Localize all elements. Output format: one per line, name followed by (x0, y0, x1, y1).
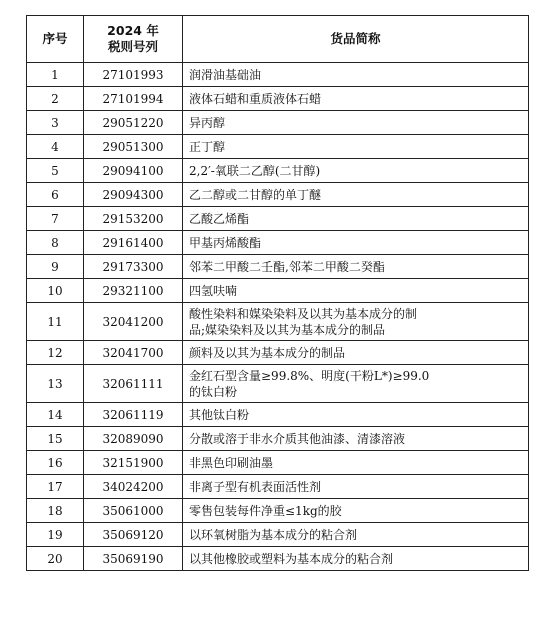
table-row (27, 207, 529, 231)
table-row (27, 255, 529, 279)
row-number: 13 (27, 365, 84, 403)
row-name: 颜料及以其为基本成分的制品 (183, 341, 529, 365)
row-name: 甲基丙烯酸酯 (183, 231, 529, 255)
row-code: 32089090 (84, 427, 183, 451)
row-code: 29094300 (84, 183, 183, 207)
row-name: 润滑油基础油 (183, 63, 529, 87)
row-code: 29321100 (84, 279, 183, 303)
row-name: 2,2′-氧联二乙醇(二甘醇) (183, 159, 529, 183)
table-row (27, 427, 529, 451)
row-name: 四氢呋喃 (183, 279, 529, 303)
table-row (27, 475, 529, 499)
row-code: 29161400 (84, 231, 183, 255)
header-row (27, 16, 529, 63)
row-code: 29094100 (84, 159, 183, 183)
row-name: 其他钛白粉 (183, 403, 529, 427)
row-name: 正丁醇 (183, 135, 529, 159)
row-name: 以其他橡胶或塑料为基本成分的粘合剂 (183, 547, 529, 571)
row-number: 10 (27, 279, 84, 303)
row-name-line: 酸性染料和媒染染料及以其为基本成分的制 (189, 306, 418, 321)
table-row (27, 547, 529, 571)
table-row (27, 231, 529, 255)
row-code: 29051300 (84, 135, 183, 159)
row-code: 32061119 (84, 403, 183, 427)
table-row (27, 499, 529, 523)
row-name: 分散或溶于非水介质其他油漆、清漆溶液 (183, 427, 529, 451)
row-name: 邻苯二甲酸二壬酯,邻苯二甲酸二癸酯 (183, 255, 529, 279)
row-number: 9 (27, 255, 84, 279)
row-number: 15 (27, 427, 84, 451)
table-row (27, 523, 529, 547)
row-name (183, 365, 529, 403)
row-number: 2 (27, 87, 84, 111)
row-name (183, 303, 529, 341)
table-row (27, 451, 529, 475)
row-number: 17 (27, 475, 84, 499)
row-number: 14 (27, 403, 84, 427)
header-name: 货品简称 (183, 16, 529, 63)
row-number: 8 (27, 231, 84, 255)
row-name: 乙酸乙烯酯 (183, 207, 529, 231)
row-number: 19 (27, 523, 84, 547)
row-name: 零售包装每件净重≤1kg的胶 (183, 499, 529, 523)
row-number: 12 (27, 341, 84, 365)
row-name-line: 的钛白粉 (189, 384, 238, 399)
row-name: 非离子型有机表面活性剂 (183, 475, 529, 499)
row-name: 异丙醇 (183, 111, 529, 135)
tariff-table (26, 15, 529, 571)
row-code: 35069190 (84, 547, 183, 571)
table-row (27, 87, 529, 111)
row-number: 18 (27, 499, 84, 523)
row-number: 6 (27, 183, 84, 207)
row-code: 32041700 (84, 341, 183, 365)
row-code: 32041200 (84, 303, 183, 341)
header-seq: 序号 (27, 16, 84, 63)
table-row (27, 111, 529, 135)
row-number: 3 (27, 111, 84, 135)
tariff-table-container (26, 15, 528, 571)
table-row (27, 63, 529, 87)
row-name: 非黑色印刷油墨 (183, 451, 529, 475)
row-name-line: 金红石型含量≥99.8%、明度(干粉L*)≥99.0 (189, 368, 430, 383)
row-name-line: 品;媒染染料及以其为基本成分的制品 (189, 322, 386, 337)
row-number: 4 (27, 135, 84, 159)
row-number: 20 (27, 547, 84, 571)
row-name: 乙二醇或二甘醇的单丁醚 (183, 183, 529, 207)
row-code: 29173300 (84, 255, 183, 279)
row-code: 32151900 (84, 451, 183, 475)
row-code: 27101994 (84, 87, 183, 111)
table-row (27, 341, 529, 365)
header-code-label: 税则号列 (107, 39, 158, 54)
row-number: 5 (27, 159, 84, 183)
row-name: 液体石蜡和重质液体石蜡 (183, 87, 529, 111)
row-number: 1 (27, 63, 84, 87)
row-code: 32061111 (84, 365, 183, 403)
row-number: 7 (27, 207, 84, 231)
row-code: 27101993 (84, 63, 183, 87)
table-row (27, 279, 529, 303)
row-code: 34024200 (84, 475, 183, 499)
table-row (27, 159, 529, 183)
table-row (27, 365, 529, 403)
row-code: 29153200 (84, 207, 183, 231)
header-code (84, 16, 183, 63)
table-row (27, 403, 529, 427)
row-code: 35061000 (84, 499, 183, 523)
row-name: 以环氧树脂为基本成分的粘合剂 (183, 523, 529, 547)
table-row (27, 183, 529, 207)
row-number: 16 (27, 451, 84, 475)
table-row (27, 135, 529, 159)
row-code: 35069120 (84, 523, 183, 547)
row-code: 29051220 (84, 111, 183, 135)
table-row (27, 303, 529, 341)
header-code-year: 2024 年 (107, 23, 159, 38)
row-number: 11 (27, 303, 84, 341)
